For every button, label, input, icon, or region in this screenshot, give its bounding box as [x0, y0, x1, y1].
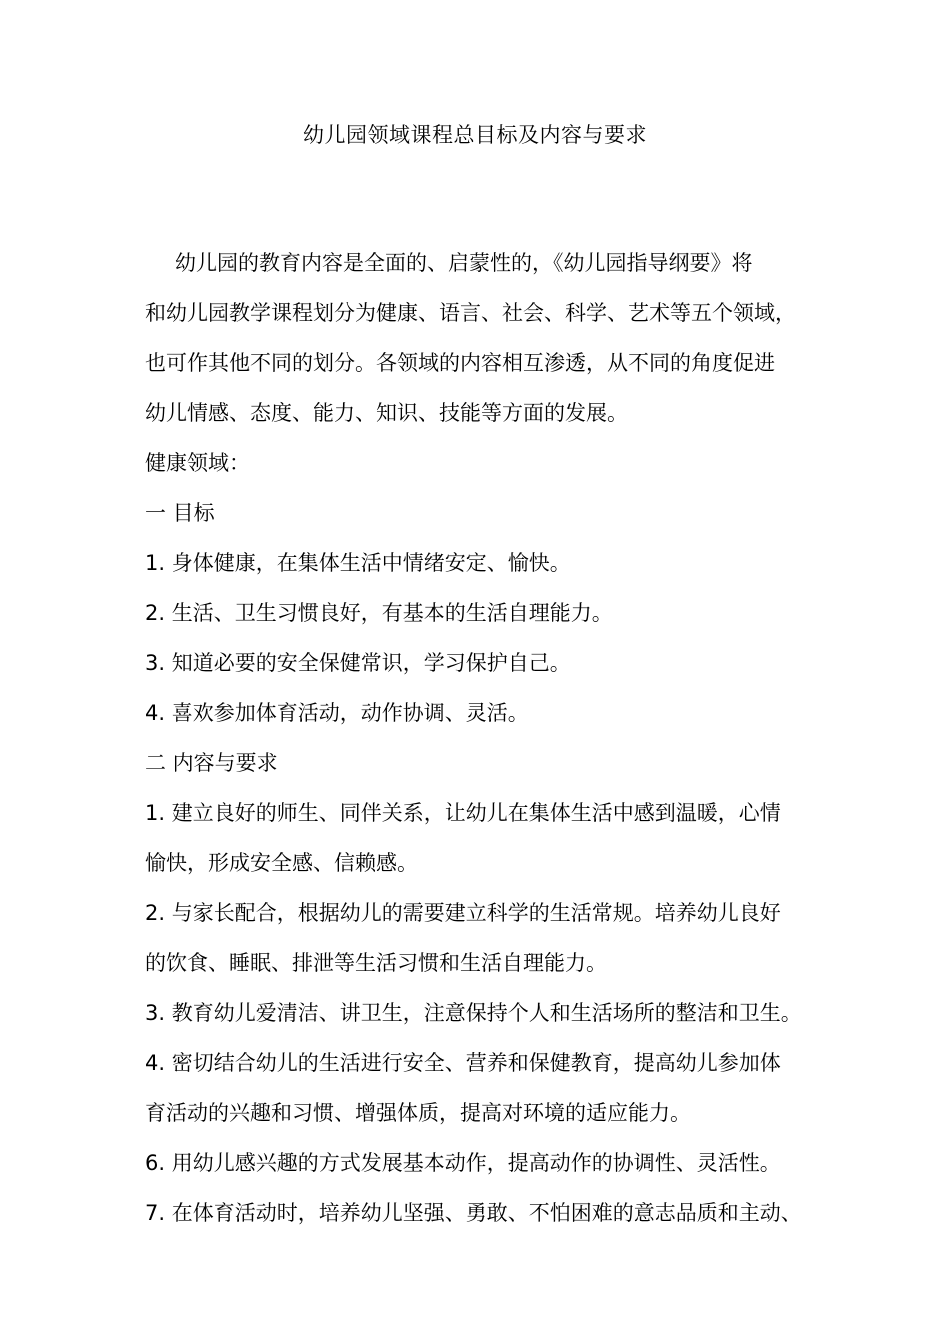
goal-item-1: 1. 身体健康，在集体生活中情绪安定、愉快。	[145, 551, 571, 575]
intro-line-4: 幼儿情感、态度、能力、知识、技能等方面的发展。	[145, 401, 628, 425]
goal-item-2: 2. 生活、卫生习惯良好，有基本的生活自理能力。	[145, 601, 613, 625]
requirement-item-2-line-2: 的饮食、睡眠、排泄等生活习惯和生活自理能力。	[145, 951, 607, 975]
requirement-item-2-line-1: 2. 与家长配合，根据幼儿的需要建立科学的生活常规。培养幼儿良好	[145, 901, 781, 925]
requirement-item-1-line-1: 1. 建立良好的师生、同伴关系，让幼儿在集体生活中感到温暖，心情	[145, 801, 781, 825]
intro-line-3: 也可作其他不同的划分。各领域的内容相互渗透，从不同的角度促进	[145, 351, 775, 375]
subheading-goals: 一 目标	[145, 501, 215, 525]
subheading-content-requirements: 二 内容与要求	[145, 751, 278, 775]
requirement-item-4-line-1: 4. 密切结合幼儿的生活进行安全、营养和保健教育，提高幼儿参加体	[145, 1051, 781, 1075]
goal-item-4: 4. 喜欢参加体育活动，动作协调、灵活。	[145, 701, 529, 725]
section-heading-health: 健康领域：	[145, 451, 250, 475]
document-title: 幼儿园领域课程总目标及内容与要求	[303, 123, 647, 147]
document-body	[145, 238, 810, 1238]
goal-item-3: 3. 知道必要的安全保健常识，学习保护自己。	[145, 651, 571, 675]
requirement-item-7-line-1: 7. 在体育活动时，培养幼儿坚强、勇敢、不怕困难的意志品质和主动、	[145, 1201, 802, 1225]
requirement-item-3: 3. 教育幼儿爱清洁、讲卫生，注意保持个人和生活场所的整洁和卫生。	[145, 1001, 802, 1025]
intro-line-2: 和幼儿园教学课程划分为健康、语言、社会、科学、艺术等五个领域，	[145, 301, 796, 325]
requirement-item-6: 6. 用幼儿感兴趣的方式发展基本动作，提高动作的协调性、灵活性。	[145, 1151, 781, 1175]
requirement-item-1-line-2: 愉快，形成安全感、信赖感。	[145, 851, 418, 875]
requirement-item-4-line-2: 育活动的兴趣和习惯、增强体质，提高对环境的适应能力。	[145, 1101, 691, 1125]
intro-line-1: 幼儿园的教育内容是全面的、启蒙性的，《幼儿园指导纲要》将	[175, 251, 753, 275]
